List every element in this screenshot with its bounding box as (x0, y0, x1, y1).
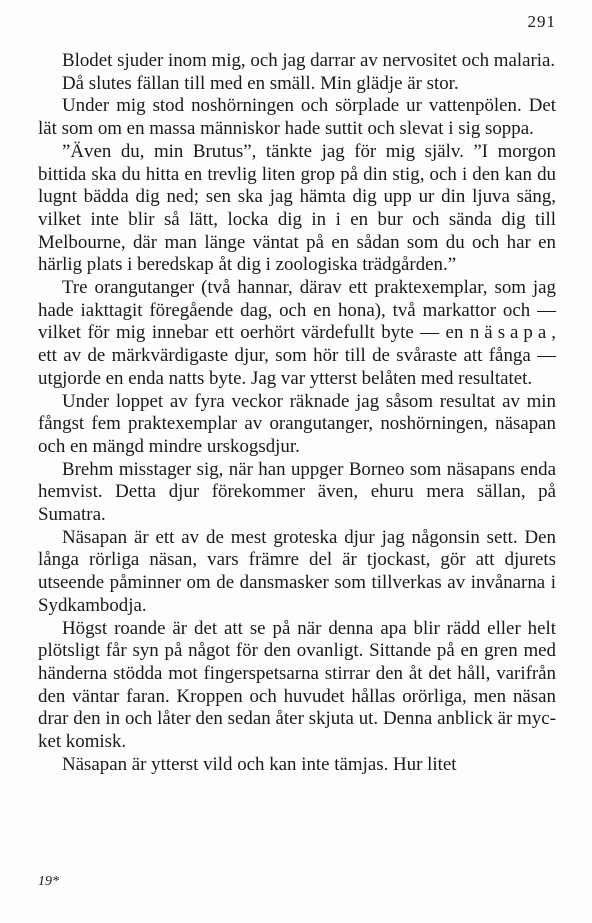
paragraph: Högst roande är det att se på när denna apa blir rädd eller helt plötsligt får syn på något för den ovanligt. Sittande på en gren med händerna stödda mot fingerspetsarna stirrar den åt det håll, varifrån den väntar faran. Kroppen och huvudet hållas orörliga, men näsan drar den in och låter den sedan åter skjuta ut. Denna anblick är mycket komisk. (38, 617, 556, 753)
paragraph: Blodet sjuder inom mig, och jag darrar av nervositet och malaria. (62, 50, 556, 71)
paragraph-text: Tre orangutanger (två hannar, därav ett praktexemplar, som jag hade iakttagit föregående dag, och en hona), två markattor och — vilket för mig innebar ett oerhört värdefullt byte — en (38, 277, 556, 344)
body-text (38, 50, 556, 777)
paragraph-text: , ett av de märkvärdigaste djur, som hör till de svåraste att fånga — utgjorde en enda natts byte. Jag var ytterst belåten med resultatet. (38, 322, 556, 389)
signature-mark: 19* (38, 874, 59, 889)
page-number: 291 (527, 12, 556, 31)
paragraph: Då slutes fällan till med en smäll. Min glädje är stor. (62, 72, 459, 94)
paragraph: Näsapan är ytterst vild och kan inte tämjas. Hur litet (62, 753, 457, 775)
paragraph: Under mig stod noshörningen och sörplade ur vattenpölen. Det lät som om en massa människor hade suttit och slevat i sig soppa. (38, 95, 556, 140)
paragraph: Näsapan är ett av de mest groteska djur jag någonsin sett. Den långa rörliga näsan, vars främre del är tjockast, gör att djurets utseende påminner om de dansmasker som tillverkas av invånarna i Sydkambodja. (38, 526, 556, 616)
emphasized-word: näsapa (469, 322, 552, 344)
paragraph: Brehm misstager sig, när han uppger Borneo som näsapans enda hemvist. Detta djur förekommer även, ehuru mera sällan, på Sumatra. (38, 458, 556, 526)
paragraph (38, 277, 556, 391)
paragraph: ”Även du, min Brutus”, tänkte jag för mig själv. ”I morgon bittida ska du hitta en trevlig liten grop på din stig, och i den kan du lugnt bädda dig ned; sen ska jag hämta dig upp ur din ljuva säng, vilket inte blir så lätt, locka dig in i en bur och sända dig till Melbourne, där man länge väntat på en sådan som du och har en härlig plats i beredskap åt dig i zoologiska trädgården.” (38, 140, 556, 276)
paragraph: Under loppet av fyra veckor räknade jag såsom resultat av min fångst fem praktexemplar av orangutanger, noshörningen, näsapan och en mängd mindre urskogsdjur. (38, 390, 556, 457)
